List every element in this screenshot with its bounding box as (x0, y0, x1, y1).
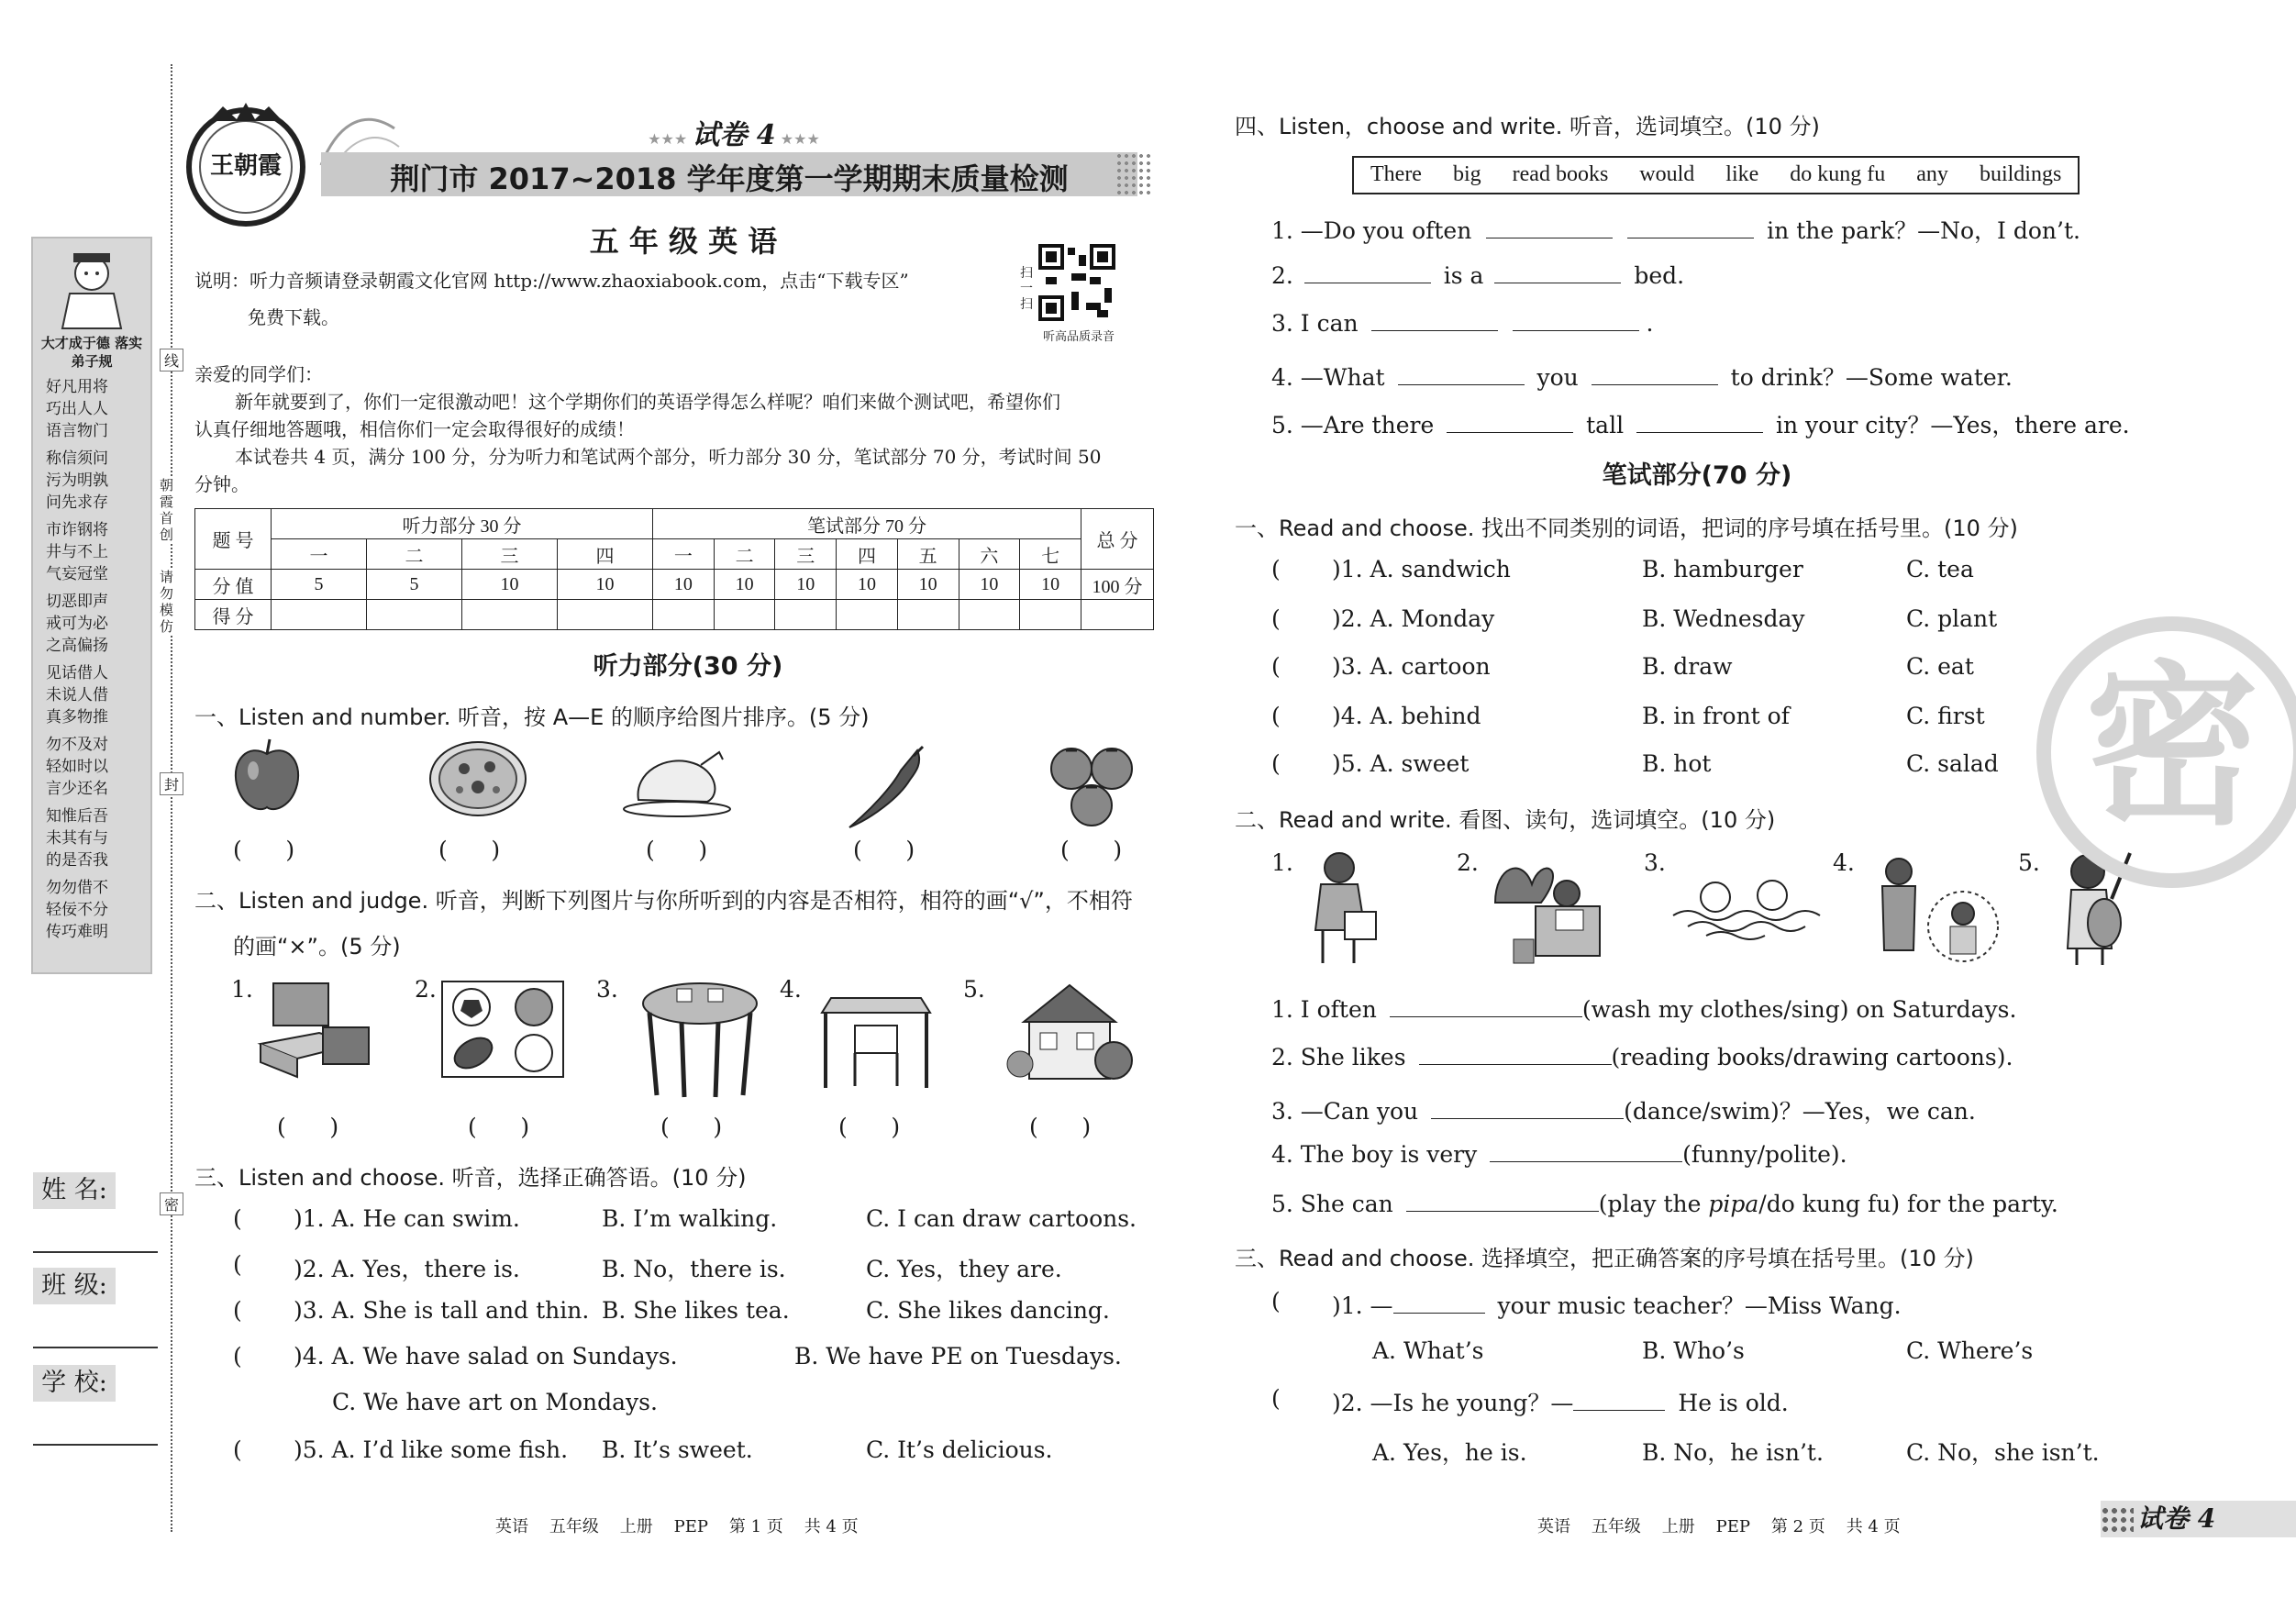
points-cell: 10 (462, 570, 558, 600)
s2-answer-paren[interactable]: ( ) (660, 1114, 723, 1140)
total-header: 总 分 (1081, 509, 1154, 570)
w1-q2-b: B. Wednesday (1642, 605, 1805, 632)
binding-label-secret: 密 (160, 1192, 183, 1215)
dotted-binding-line (171, 64, 172, 1532)
w3-q2-text: )2. —Is he young？— (1332, 1390, 1574, 1416)
score-cell[interactable] (837, 600, 898, 630)
s3-q5-option-a: )5. A. I’d like some fish. (294, 1436, 569, 1463)
qr-code[interactable] (1038, 244, 1115, 321)
w1-paren[interactable]: ( (1271, 703, 1281, 729)
s3-paren[interactable]: ( (233, 1297, 242, 1324)
question-number: 一 (653, 539, 715, 570)
w1-q1-b: B. hamburger (1642, 556, 1803, 582)
sidebar-motto-panel (31, 237, 152, 974)
w3-q1-opt-a: A. What’s (1372, 1337, 1484, 1364)
answer-blank[interactable] (1406, 1192, 1599, 1212)
s4-q2-mid: is a (1443, 262, 1484, 289)
w2-q4-text: 4. The boy is very (1271, 1141, 1478, 1168)
listening-title: 听力部分(30 分) (593, 652, 783, 681)
w2-pic-number: 4. (1833, 849, 1855, 876)
s3-paren[interactable]: ( (233, 1205, 242, 1232)
s3-q3-option-c: C. She likes dancing. (866, 1297, 1110, 1324)
maxim-line: 好凡用将 (46, 378, 108, 396)
w1-q4-c: C. first (1906, 703, 1985, 729)
qr-scan-label: 扫一扫 (1020, 266, 1033, 312)
score-cell[interactable] (558, 600, 653, 630)
word-bank-item: buildings (1979, 162, 2062, 186)
answer-blank[interactable] (1494, 264, 1621, 283)
points-cell: 10 (837, 570, 898, 600)
s1-answer-paren[interactable]: ( ) (233, 837, 295, 863)
apple-icon (226, 734, 308, 820)
maxim-line: 语言物门 (46, 422, 108, 440)
w3-q2-opt-a: A. Yes，he is. (1372, 1439, 1527, 1466)
s3-q5-option-c: C. It’s delicious. (866, 1436, 1053, 1463)
maxim-line: 轻佞不分 (46, 901, 108, 919)
s3-q4-option-c: C. We have art on Mondays. (332, 1389, 658, 1415)
s2-number: 3. (596, 976, 618, 1003)
pizza-icon (427, 739, 528, 822)
listening-header: 听力部分 30 分 (272, 509, 653, 539)
s2-answer-paren[interactable]: ( ) (1029, 1114, 1092, 1140)
s4-line-3 (1271, 310, 1653, 337)
w2-q5-mid: (play the (1598, 1191, 1709, 1217)
footer-left: 英语 五年级 上册 PEP 第 1 页 共 4 页 (495, 1517, 859, 1536)
points-cell: 10 (1020, 570, 1081, 600)
w3-q1-tail: your music teacher？—Miss Wang. (1497, 1292, 1902, 1319)
intro-greeting: 亲爱的同学们： (194, 363, 323, 385)
s4-q5-mid: tall (1586, 412, 1625, 438)
maxim-line: 勿不及对 (46, 736, 108, 754)
s1-answer-paren[interactable]: ( ) (646, 837, 708, 863)
sidebar-maxims (46, 376, 147, 943)
maxim-line: 轻如时以 (46, 758, 108, 776)
binding-label-seal: 封 (160, 772, 183, 795)
points-cell: 10 (959, 570, 1020, 600)
score-cell[interactable] (272, 600, 367, 630)
question-number: 二 (714, 539, 775, 570)
score-header-label: 题 号 (195, 509, 272, 570)
w1-q2-c: C. plant (1906, 605, 1998, 632)
desk-chair-icon (816, 980, 936, 1093)
class-field[interactable] (33, 1345, 158, 1348)
w3-q1 (1332, 1288, 1902, 1321)
s2-answer-paren[interactable]: ( ) (468, 1114, 530, 1140)
maxim-line: 传巧难明 (46, 923, 108, 941)
word-bank-item: would (1639, 162, 1695, 186)
score-table (194, 508, 1154, 630)
w1-q1-a: )1. A. sandwich (1332, 556, 1511, 582)
footer-tag-dots (2101, 1506, 2134, 1532)
question-number: 三 (775, 539, 837, 570)
balls-icon (440, 980, 565, 1082)
s2-number: 4. (780, 976, 802, 1003)
points-cell: 10 (897, 570, 959, 600)
word-bank-item: read books (1512, 162, 1609, 186)
w2-line-2 (1271, 1044, 2013, 1070)
points-cell: 5 (272, 570, 367, 600)
question-number: 五 (897, 539, 959, 570)
s2-answer-paren[interactable]: ( ) (838, 1114, 901, 1140)
intro-para-1a: 新年就要到了，你们一定很激动吧！这个学期你们的英语学得怎么样呢？咱们来做个测试吧，希望你们 (235, 391, 1060, 413)
section-4-title: 四、Listen，choose and write. 听音，选词填空。(10 分) (1235, 114, 1820, 139)
s3-q5-option-b: B. It’s sweet. (602, 1436, 753, 1463)
s4-q4-text: 4. —What (1271, 364, 1385, 391)
s3-q3-option-a: )3. A. She is tall and thin. (294, 1297, 590, 1324)
stamp-text: 密 (2084, 646, 2259, 848)
answer-blank[interactable] (1447, 414, 1573, 433)
s3-q4-option-a: )4. A. We have salad on Sundays. (294, 1343, 678, 1370)
w2-line-1 (1271, 996, 2016, 1023)
sidebar-motto: 大才成于德 落实弟子规 (40, 335, 143, 370)
s2-number: 2. (415, 976, 437, 1003)
s3-q4-option-b: B. We have PE on Tuesdays. (794, 1343, 1122, 1370)
class-label: 班 级: (33, 1268, 116, 1304)
w2-q5-italic: pipa (1708, 1191, 1759, 1217)
s3-q3-option-b: B. She likes tea. (602, 1297, 790, 1324)
score-cell[interactable] (1081, 600, 1154, 630)
subject-title: 五 年 级 英 语 (589, 224, 778, 259)
w1-q5-a: )5. A. sweet (1332, 750, 1470, 777)
score-cell[interactable] (897, 600, 959, 630)
w2-pic-number: 3. (1644, 849, 1666, 876)
w2-q1-tail: (wash my clothes/sing) on Saturdays. (1581, 996, 2017, 1023)
points-cell: 10 (653, 570, 715, 600)
w3-q1-text: )1. — (1332, 1292, 1393, 1319)
name-label: 姓 名: (33, 1172, 116, 1209)
w2-q3-text: 3. —Can you (1271, 1098, 1419, 1125)
s3-paren[interactable]: ( (233, 1251, 242, 1278)
word-bank-item: like (1725, 162, 1759, 186)
logo-text: 王朝霞 (209, 152, 282, 180)
binding-label-no-copy: 请勿模仿 (160, 569, 178, 635)
w1-q3-b: B. draw (1642, 653, 1733, 680)
secret-stamp (2035, 615, 2296, 890)
question-number: 二 (367, 539, 462, 570)
s4-line-5 (1271, 407, 2130, 440)
w2-q1-text: 1. I often (1271, 996, 1377, 1023)
answer-blank[interactable] (1304, 264, 1431, 283)
w3-paren[interactable]: ( (1271, 1288, 1281, 1314)
score-cell[interactable] (775, 600, 837, 630)
question-number: 四 (558, 539, 653, 570)
girl-reading-plant-icon (1486, 848, 1611, 970)
s3-q2-option-c: C. Yes，they are. (866, 1256, 1062, 1282)
w1-paren[interactable]: ( (1271, 556, 1281, 582)
maxim-line: 井与不上 (46, 543, 108, 561)
w2-q5-tail: /do kung fu) for the party. (1758, 1191, 2058, 1217)
s2-answer-paren[interactable]: ( ) (277, 1114, 339, 1140)
s4-q2-number: 2. (1271, 262, 1293, 289)
w3-q1-opt-c: C. Where’s (1906, 1337, 2034, 1364)
w1-q5-c: C. salad (1906, 750, 1999, 777)
maxim-line: 未其有与 (46, 829, 108, 848)
s4-q1-text: 1. —Do you often (1271, 217, 1472, 244)
word-bank-item: do kung fu (1790, 162, 1886, 186)
w1-q2-a: )2. A. Monday (1332, 605, 1495, 632)
answer-blank[interactable] (1592, 366, 1718, 385)
w1-paren[interactable]: ( (1271, 605, 1281, 632)
w1-q4-a: )4. A. behind (1332, 703, 1481, 729)
w2-q5-text: 5. She can (1271, 1191, 1393, 1217)
s4-q2-tail: bed. (1634, 262, 1685, 289)
w3-q2-opt-c: C. No，she isn’t. (1906, 1439, 2100, 1466)
w2-pic-number: 2. (1457, 849, 1479, 876)
maxim-line: 勿勿借不 (46, 879, 108, 897)
maxim-line: 市诈钢将 (46, 521, 108, 539)
maxim-line: 气妄冠堂 (46, 565, 108, 583)
children-swimming-icon (1669, 862, 1825, 948)
w2-q4-tail: (funny/polite). (1682, 1141, 1847, 1168)
note-line-2: 免费下载。 (248, 306, 339, 328)
section-2-title-a: 二、Listen and judge. 听音，判断下列图片与你所听到的内容是否相符，相符的画“√”，不相符 (194, 888, 1133, 914)
question-number: 六 (959, 539, 1020, 570)
w1-q1-c: C. tea (1906, 556, 1974, 582)
bedroom-icon (255, 980, 374, 1084)
score-cell[interactable] (1020, 600, 1081, 630)
s2-number: 5. (963, 976, 985, 1003)
maxim-line: 言少还名 (46, 780, 108, 798)
w2-pic-number: 5. (2018, 849, 2040, 876)
section-1-title: 一、Listen and number. 听音，按 A—E 的顺序给图片排序。(5 分) (194, 704, 870, 730)
school-field[interactable] (33, 1442, 158, 1446)
score-label: 得 分 (195, 600, 272, 630)
w2-pic-number: 1. (1271, 849, 1293, 876)
binding-label-line: 线 (160, 349, 183, 372)
points-label: 分 值 (195, 570, 272, 600)
points-cell: 10 (714, 570, 775, 600)
written-1-title: 一、Read and choose. 找出不同类别的词语，把词的序号填在括号里。(10 分) (1235, 516, 2018, 541)
answer-blank[interactable] (1636, 414, 1763, 433)
written-3-title: 三、Read and choose. 选择填空，把正确答案的序号填在括号里。(10 分) (1235, 1246, 1974, 1271)
w3-q2-opt-b: B. No，he isn’t. (1642, 1439, 1824, 1466)
s4-line-2 (1271, 262, 1684, 289)
school-label: 学 校: (33, 1365, 116, 1402)
s4-q4-tail: to drink？—Some water. (1730, 364, 2013, 391)
s4-line-4 (1271, 360, 2013, 393)
intro-para-2a: 本试卷共 4 页，满分 100 分，分为听力和笔试两个部分，听力部分 30 分，笔试部分 70 分，考试时间 50 (235, 446, 1102, 468)
footer-right: 英语 五年级 上册 PEP 第 2 页 共 4 页 (1537, 1517, 1901, 1536)
paper-tag: ★★★ 试卷 4 ★★★ (648, 119, 820, 151)
s1-answer-paren[interactable]: ( ) (1060, 837, 1123, 863)
w1-q3-c: C. eat (1906, 653, 1974, 680)
chili-icon (844, 745, 936, 835)
w3-paren[interactable]: ( (1271, 1385, 1281, 1412)
question-number: 一 (272, 539, 367, 570)
scholar-illustration (53, 248, 130, 330)
intro-para-1b: 认真仔细地答题哦，相信你们一定会取得很好的成绩！ (194, 418, 635, 440)
s4-q5-tail: in your city？—Yes，there are. (1776, 412, 2130, 438)
s4-q5-text: 5. —Are there (1271, 412, 1435, 438)
section-3-title: 三、Listen and choose. 听音，选择正确答语。(10 分) (194, 1165, 747, 1191)
score-cell[interactable] (462, 600, 558, 630)
maxim-line: 见话借人 (46, 664, 108, 682)
score-cell[interactable] (653, 600, 715, 630)
maxim-line: 的是否我 (46, 851, 108, 870)
writing-header: 笔试部分 70 分 (653, 509, 1081, 539)
publisher-logo (182, 101, 310, 229)
w3-q2-tail: He is old. (1678, 1390, 1789, 1416)
binding-label-original: 朝霞首创 (160, 477, 178, 543)
score-cell[interactable] (714, 600, 775, 630)
s4-q4-mid: you (1536, 364, 1579, 391)
s4-q3-tail: . (1646, 310, 1654, 337)
section-2-title-b: 的画“×”。(5 分) (233, 934, 401, 959)
intro-para-2b: 分钟。 (194, 473, 250, 495)
answer-blank[interactable] (1393, 1294, 1485, 1314)
s2-number: 1. (231, 976, 253, 1003)
answer-blank[interactable] (1573, 1392, 1665, 1411)
w3-q1-opt-b: B. Who’s (1642, 1337, 1745, 1364)
tomato-icon (1046, 741, 1137, 837)
s4-q3-text: 3. I can (1271, 310, 1359, 337)
man-and-boy-icon (1871, 853, 2000, 976)
note-line-1: 说明：听力音频请登录朝霞文化官网 http://www.zhaoxiabook.com，点击“下载专区” (194, 270, 909, 292)
w2-q2-text: 2. She likes (1271, 1044, 1406, 1070)
footer-tag: 试卷 4 (2137, 1503, 2216, 1534)
question-number: 三 (462, 539, 558, 570)
maxim-line: 真多物推 (46, 708, 108, 726)
points-cell: 5 (367, 570, 462, 600)
maxim-line: 切恶即声 (46, 593, 108, 611)
w2-line-5 (1271, 1191, 2058, 1217)
s3-q1-option-a: )1. A. He can swim. (294, 1205, 520, 1232)
answer-blank[interactable] (1431, 1100, 1624, 1119)
s3-paren[interactable]: ( (233, 1343, 242, 1370)
answer-blank[interactable] (1390, 998, 1582, 1017)
answer-blank[interactable] (1371, 312, 1498, 331)
written-section-title: 笔试部分(70 分) (1602, 461, 1792, 490)
s3-q2-option-a: )2. A. Yes，there is. (294, 1256, 520, 1282)
name-field[interactable] (33, 1249, 158, 1253)
w1-paren[interactable]: ( (1271, 750, 1281, 777)
w2-line-4 (1271, 1141, 1847, 1168)
w1-q5-b: B. hot (1642, 750, 1712, 777)
w1-q3-a: )3. A. cartoon (1332, 653, 1491, 680)
answer-blank[interactable] (1513, 312, 1639, 331)
maxim-line: 问先求存 (46, 494, 108, 512)
qr-caption: 听高品质录音 (1042, 330, 1115, 344)
maxim-line: 污为明孰 (46, 471, 108, 490)
s3-q1-option-c: C. I can draw cartoons. (866, 1205, 1137, 1232)
answer-blank[interactable] (1490, 1143, 1682, 1162)
question-number: 七 (1020, 539, 1081, 570)
round-table-icon (640, 980, 760, 1103)
s4-line-1 (1271, 213, 2080, 246)
s3-paren[interactable]: ( (233, 1436, 242, 1463)
maxim-line: 称信须问 (46, 449, 108, 468)
maxim-line: 未说人借 (46, 686, 108, 704)
w2-line-3 (1271, 1093, 1976, 1126)
w2-q3-tail: (dance/swim)？—Yes，we can. (1624, 1098, 1976, 1125)
s3-q1-option-b: B. I’m walking. (602, 1205, 778, 1232)
maxim-line: 戒可为必 (46, 615, 108, 633)
written-2-title: 二、Read and write. 看图、读句，选词填空。(10 分) (1235, 807, 1776, 833)
w3-q2 (1332, 1385, 1789, 1418)
points-cell: 10 (558, 570, 653, 600)
question-number: 四 (837, 539, 898, 570)
word-bank-item: any (1916, 162, 1948, 186)
score-cell[interactable] (959, 600, 1020, 630)
maxim-line: 之高偏扬 (46, 637, 108, 655)
score-cell[interactable] (367, 600, 462, 630)
w2-q2-tail: (reading books/drawing cartoons). (1611, 1044, 2013, 1070)
s4-q1-tail: in the park？—No，I don’t. (1767, 217, 2080, 244)
answer-blank[interactable] (1419, 1046, 1612, 1065)
answer-blank[interactable] (1486, 219, 1613, 238)
s1-answer-paren[interactable]: ( ) (438, 837, 501, 863)
word-bank-item: There (1370, 162, 1422, 186)
w1-q4-b: B. in front of (1642, 703, 1790, 729)
answer-blank[interactable] (1627, 219, 1754, 238)
page-title: 荆门市 2017~2018 学年度第一学期期末质量检测 (390, 161, 1069, 196)
maxim-line: 知惟后吾 (46, 807, 108, 826)
points-total: 100 分 (1081, 570, 1154, 600)
girl-washing-clothes-icon (1303, 848, 1385, 970)
chicken-icon (620, 745, 734, 822)
s1-answer-paren[interactable]: ( ) (853, 837, 915, 863)
w1-paren[interactable]: ( (1271, 653, 1281, 680)
answer-blank[interactable] (1398, 366, 1525, 385)
word-bank (1352, 156, 2080, 194)
word-bank-item: big (1452, 162, 1481, 186)
points-cell: 10 (775, 570, 837, 600)
paper-tag-text: 试卷 4 (692, 119, 776, 151)
house-icon (1005, 976, 1134, 1090)
maxim-line: 巧出人人 (46, 400, 108, 418)
s3-q2-option-b: B. No，there is. (602, 1256, 786, 1282)
